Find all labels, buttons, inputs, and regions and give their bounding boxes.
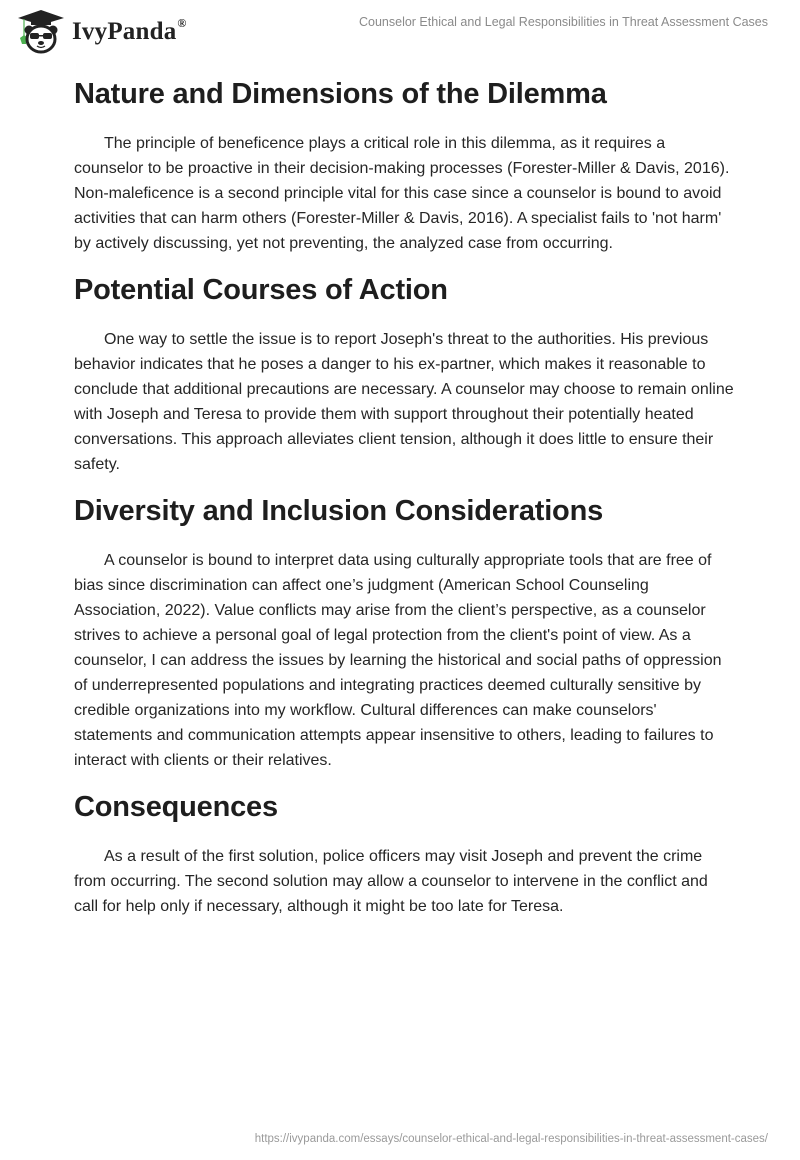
panda-graduate-icon [16,8,66,54]
section-heading: Diversity and Inclusion Considerations [74,495,604,527]
document-title: Counselor Ethical and Legal Responsibilities in Threat Assessment Cases [358,15,768,29]
section-nature-dilemma [74,72,734,256]
section-diversity-inclusion [74,489,734,773]
ivypanda-logo[interactable] [16,8,187,54]
section-heading: Consequences [74,791,278,823]
section-paragraph: As a result of the first solution, police officers may visit Joseph and prevent the crime from occurring. The second solution may allow a counselor to intervene in the conflict and call for help only if necessary, although it might be too late for Teresa. [74,848,708,915]
section-heading: Potential Courses of Action [74,274,448,306]
essay-body [74,70,734,919]
section-heading: Nature and Dimensions of the Dilemma [74,78,607,110]
section-courses-of-action [74,268,734,477]
section-paragraph: One way to settle the issue is to report Joseph's threat to the authorities. His previous behavior indicates that he poses a danger to his ex-partner, which makes it reasonable to conclude that additional precautions are necessary. A counselor may choose to remain online with Joseph and Teresa to provide them with support throughout their potentially heated conversations. This approach alleviates client tension, although it does little to ensure their safety. [74,331,734,473]
source-url-link[interactable]: https://ivypanda.com/essays/counselor-ethical-and-legal-responsibilities-in-threat-assessment-cases/ [254,1133,768,1145]
section-paragraph: The principle of beneficence plays a critical role in this dilemma, as it requires a counselor to be proactive in their decision-making processes (Forester-Miller & Davis, 2016). Non-maleficence is a second principle vital for this case since a counselor is bound to avoid activities that can harm others (Forester-Miller & Davis, 2016). A specialist fails to 'not harm' by actively discussing, yet not preventing, the analyzed case from occurring. [74,135,730,252]
section-paragraph: A counselor is bound to interpret data using culturally appropriate tools that are free of bias since discrimination can affect one’s judgment (American School Counseling Association, 2022). Value conflicts may arise from the client’s perspective, as a counselor strives to achieve a personal goal of legal protection from the client's point of view. As a counselor, I can address the issues by learning the historical and social paths of oppression of underrepresented populations and integrating practices deemed culturally sensitive by credible organizations into my workflow. Cultural differences can make counselors' statements and communication attempts appear insensitive to others, leading to failures to interact with clients or their relatives. [74,552,722,769]
logo-wordmark: IvyPanda® [72,16,187,45]
page-header [0,0,800,60]
section-consequences [74,785,734,919]
